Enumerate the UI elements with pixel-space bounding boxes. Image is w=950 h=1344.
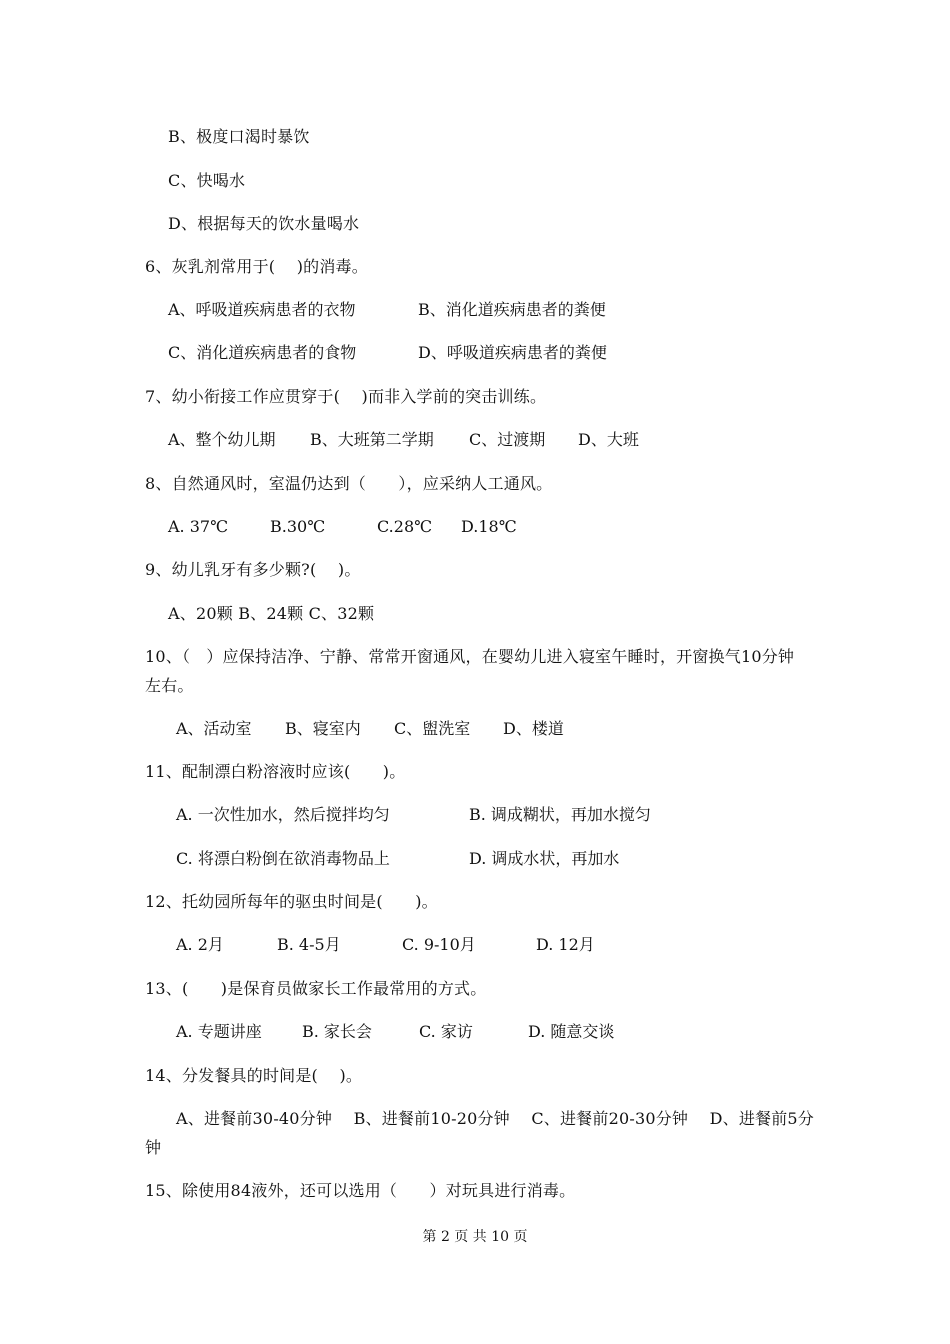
question-10: 10、（ ）应保持洁净、宁静、常常开窗通风，在婴幼儿进入寝室午睡时，开窗换气10分钟左右。	[145, 647, 795, 695]
q11-option-d: D. 调成水状，再加水	[469, 849, 620, 868]
q7-option-b: B、大班第二学期	[310, 430, 434, 449]
q13-option-d: D. 随意交谈	[528, 1022, 615, 1041]
q7-option-a: A、整个幼儿期	[168, 430, 276, 449]
q6-option-a: A、呼吸道疾病患者的衣物	[168, 300, 356, 319]
question-11: 11、配制漂白粉溶液时应该( )。	[145, 762, 406, 781]
q13-option-c: C. 家访	[419, 1022, 473, 1041]
q13-option-b: B. 家长会	[302, 1022, 372, 1041]
q11-option-c: C. 将漂白粉倒在欲消毒物品上	[176, 849, 390, 868]
q14-options-line-1: A、进餐前30-40分钟 B、进餐前10-20分钟 C、进餐前20-30分钟 D、进餐前5分	[176, 1109, 814, 1128]
q12-option-c: C. 9-10月	[402, 935, 476, 954]
q10-option-a: A、活动室	[176, 719, 252, 738]
question-8: 8、自然通风时，室温仍达到（ ），应采纳人工通风。	[145, 474, 553, 493]
q13-option-a: A. 专题讲座	[176, 1022, 262, 1041]
question-14: 14、分发餐具的时间是( )。	[145, 1066, 363, 1085]
q12-option-d: D. 12月	[536, 935, 595, 954]
question-7: 7、幼小衔接工作应贯穿于( )而非入学前的突击训练。	[145, 387, 547, 406]
q6-option-c: C、消化道疾病患者的食物	[168, 343, 357, 362]
option-d-previous: D、根据每天的饮水量喝水	[168, 214, 360, 233]
q9-options: A、20颗 B、24颗 C、32颗	[168, 604, 375, 623]
page-footer: 第 2 页 共 10 页	[422, 1229, 528, 1245]
q8-option-c: C.28℃	[377, 517, 433, 536]
q7-option-d: D、大班	[578, 430, 639, 449]
question-6: 6、灰乳剂常用于( )的消毒。	[145, 257, 368, 276]
question-9: 9、幼儿乳牙有多少颗?( )。	[145, 560, 361, 579]
q10-option-c: C、盥洗室	[394, 719, 471, 738]
q11-option-b: B. 调成糊状，再加水搅匀	[469, 805, 651, 824]
q8-option-a: A. 37℃	[168, 517, 228, 536]
q6-option-b: B、消化道疾病患者的粪便	[418, 300, 606, 319]
option-c-previous: C、快喝水	[168, 171, 246, 190]
question-15: 15、除使用84液外，还可以选用（ ）对玩具进行消毒。	[145, 1181, 576, 1200]
q11-option-a: A. 一次性加水，然后搅拌均匀	[176, 805, 390, 824]
question-12: 12、托幼园所每年的驱虫时间是( )。	[145, 892, 438, 911]
q8-option-b: B.30℃	[270, 517, 326, 536]
q6-option-d: D、呼吸道疾病患者的粪便	[418, 343, 607, 362]
q10-option-d: D、楼道	[503, 719, 564, 738]
question-13: 13、( )是保育员做家长工作最常用的方式。	[145, 979, 487, 998]
option-b-previous: B、极度口渴时暴饮	[168, 127, 310, 146]
q8-option-d: D.18℃	[461, 517, 517, 536]
q7-option-c: C、过渡期	[469, 430, 546, 449]
q12-option-a: A. 2月	[176, 935, 224, 954]
q14-options-line-2: 钟	[145, 1138, 162, 1157]
q10-option-b: B、寝室内	[285, 719, 361, 738]
q12-option-b: B. 4-5月	[277, 935, 341, 954]
